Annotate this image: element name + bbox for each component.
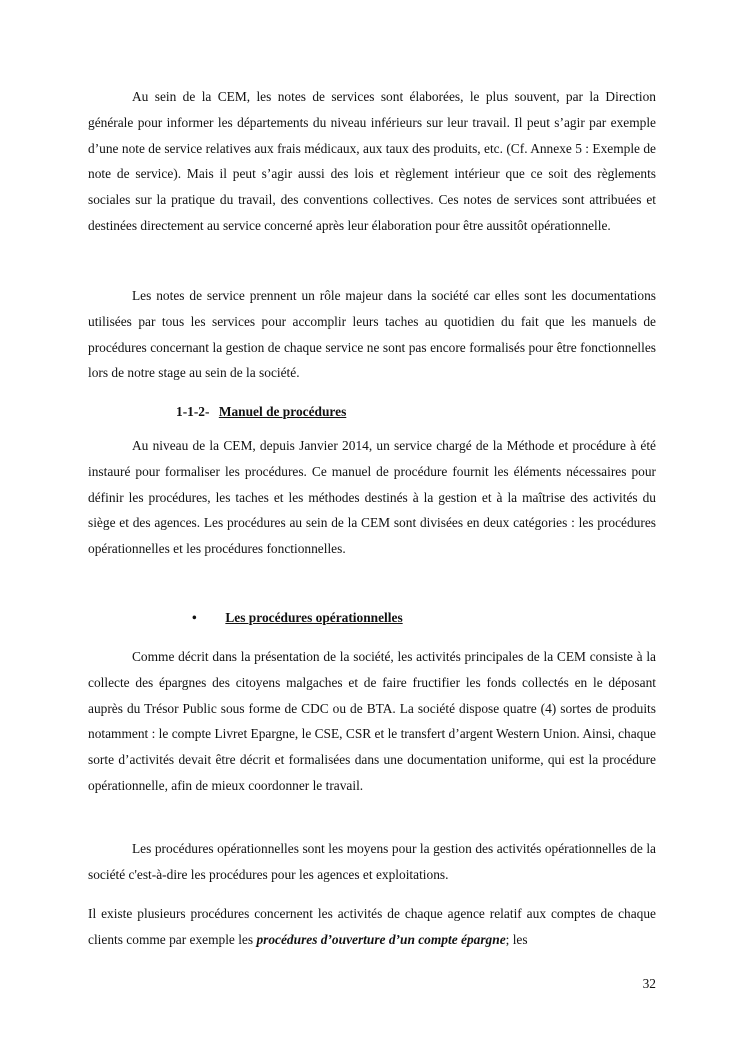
section-title: Manuel de procédures [218,404,347,419]
bullet-title: Les procédures opérationnelles [225,610,403,625]
paragraph-procedures-operationnelles: Les procédures opérationnelles sont les moyens pour la gestion des activités opérationnelles de la société c'est-à-dire les procédures pour les agences et exploitations. [88,841,656,882]
paragraph-activites-cem: Comme décrit dans la présentation de la société, les activités principales de la CEM consiste à la collecte des épargnes des citoyens malgaches et de faire fructifier les fonds collectés en le déposant auprès du Trésor Public sous forme de CDC ou de BTA. La société dispose quatre (4) sortes de produits notamment : le compte Livret Epargne, le CSE, CSR et le transfert d’argent Western Union. Ainsi, chaque sorte d’activités devait être décrit et formalisées dans une documentation uniforme, qui est la procédure opérationnelle, afin de mieux coordonner le travail. [88,649,656,793]
section-heading [176,402,346,422]
paragraph-text-start: Il existe plusieurs procédures concernent les activités de chaque agence relatif aux comptes de chaque clients comme par exemple les [88,906,656,947]
bullet-icon: • [192,610,197,625]
paragraph-text-end: ; les [505,931,528,947]
bullet-heading [192,608,403,628]
page-number: 32 [642,976,656,991]
paragraph-notes-de-services: Au sein de la CEM, les notes de services sont élaborées, le plus souvent, par la Direction générale pour informer les départements du niveau inférieurs sur leur travail. Il peut s’agir par exemple d’une note de service relatives aux frais médicaux, aux taux des produits, etc. (Cf. Annexe 5 : Exemple de note de service). Mais il peut s’agir aussi des lois et règlement intérieur que ce soit des règlements sociales sur la pratique du travail, des conventions collectives. Ces notes de services sont attribuées et destinées directement au service concerné après leur élaboration pour être aussitôt opérationnelle. [88,89,656,233]
section-number: 1-1-2- [176,404,210,419]
paragraph-manuel-procedures: Au niveau de la CEM, depuis Janvier 2014, un service chargé de la Méthode et procédure à été instauré pour formaliser les procédures. Ce manuel de procédure fournit les éléments nécessaires pour définir les procédures, les taches et les méthodes destinés à la gestion et à la maîtrise des activités du siège et des agences. Les procédures au sein de la CEM sont divisées en deux catégories : les procédures opérationnelles et les procédures fonctionnelles. [88,438,656,557]
emphasized-procedure: procédures d’ouverture d’un compte épargne [256,931,506,947]
paragraph-procedures-agences [88,901,656,953]
paragraph-role-notes: Les notes de service prennent un rôle majeur dans la société car elles sont les documentations utilisées par tous les services pour accomplir leurs taches au quotidien du fait que les manuels de procédures concernant la gestion de chaque service ne sont pas encore formalisés pour être fonctionnelles lors de notre stage au sein de la société. [88,288,656,381]
